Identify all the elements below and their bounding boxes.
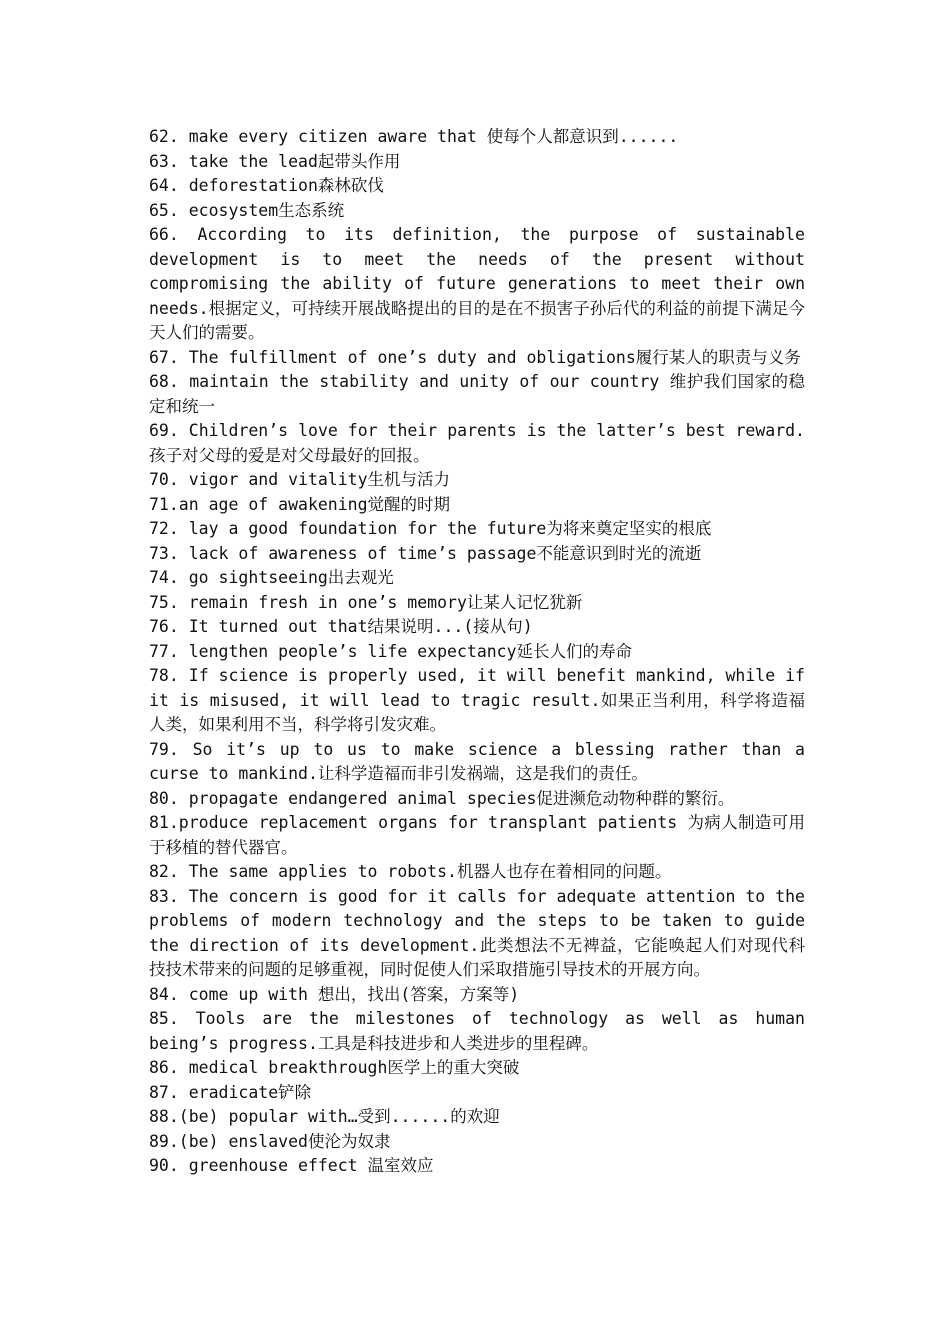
entry-77: 77. lengthen people’s life expectancy延长人们的寿命	[149, 641, 633, 661]
entry-90: 90. greenhouse effect 温室效应	[149, 1156, 434, 1175]
entry-66: 66. According to its definition, the purpose of sustainable development is to meet the needs of the present without compromising the ability of future generations to meet their own needs.根据定义，可持续开展战略提出的目的是在不损害子孙后代的利益的前提下满足今天人们的需要。	[149, 225, 805, 342]
document-body	[149, 125, 805, 1179]
entry-68: 68. maintain the stability and unity of our country 维护我们国家的稳定和统一	[149, 372, 805, 416]
entry-80: 80. propagate endangered animal species促进濒危动物种群的繁衍。	[149, 788, 735, 808]
entry-86: 86. medical breakthrough医学上的重大突破	[149, 1058, 520, 1077]
entry-74: 74. go sightseeing出去观光	[149, 568, 394, 587]
entry-76: 76. It turned out that结果说明...(接从句)	[149, 617, 533, 636]
entry-79: 79. So it’s up to us to make science a blessing rather than a curse to mankind.让科学造福而非引发祸端，这是我们的责任。	[149, 739, 805, 783]
entry-73: 73. lack of awareness of time’s passage不能意识到时光的流逝	[149, 543, 702, 563]
entry-81: 81.produce replacement organs for transplant patients 为病人制造可用于移植的替代器官。	[149, 813, 805, 857]
entry-71: 71.an age of awakening觉醒的时期	[149, 494, 451, 514]
entry-65: 65. ecosystem生态系统	[149, 200, 345, 220]
entry-87: 87. eradicate铲除	[149, 1082, 312, 1102]
entry-69: 69. Children’s love for their parents is the latter’s best reward.孩子对父母的爱是对父母最好的回报。	[149, 421, 805, 465]
entry-72: 72. lay a good foundation for the future为将来奠定坚实的根底	[149, 519, 712, 538]
entry-64: 64. deforestation森林砍伐	[149, 176, 384, 195]
entry-62: 62. make every citizen aware that 使每个人都意识到......	[149, 127, 679, 146]
entry-67: 67. The fulfillment of one’s duty and obligations履行某人的职责与义务	[149, 347, 801, 367]
entry-63: 63. take the lead起带头作用	[149, 151, 401, 171]
entry-70: 70. vigor and vitality生机与活力	[149, 470, 451, 489]
entry-82: 82. The same applies to robots.机器人也存在着相同的问题。	[149, 862, 672, 881]
entry-85: 85. Tools are the milestones of technology as well as human being’s progress.工具是科技进步和人类进步的里程碑。	[149, 1009, 805, 1053]
entry-88: 88.(be) popular with…受到......的欢迎	[149, 1107, 500, 1126]
entry-83: 83. The concern is good for it calls for adequate attention to the problems of modern technology and the steps to be taken to guide the direction of its development.此类想法不无裨益，它能唤起人们对现代科技技术带来的问题的足够重视，同时促使人们采取措施引导技术的开展方向。	[149, 886, 805, 979]
entry-84: 84. come up with 想出，找出(答案，方案等)	[149, 984, 520, 1004]
entry-78: 78. If science is properly used, it will benefit mankind, while if it is misused, it will lead to tragic result.如果正当利用，科学将造福人类，如果利用不当，科学将引发灾难。	[149, 666, 805, 734]
entry-75: 75. remain fresh in one’s memory让某人记忆犹新	[149, 592, 583, 612]
entry-89: 89.(be) enslaved使沦为奴隶	[149, 1131, 391, 1151]
